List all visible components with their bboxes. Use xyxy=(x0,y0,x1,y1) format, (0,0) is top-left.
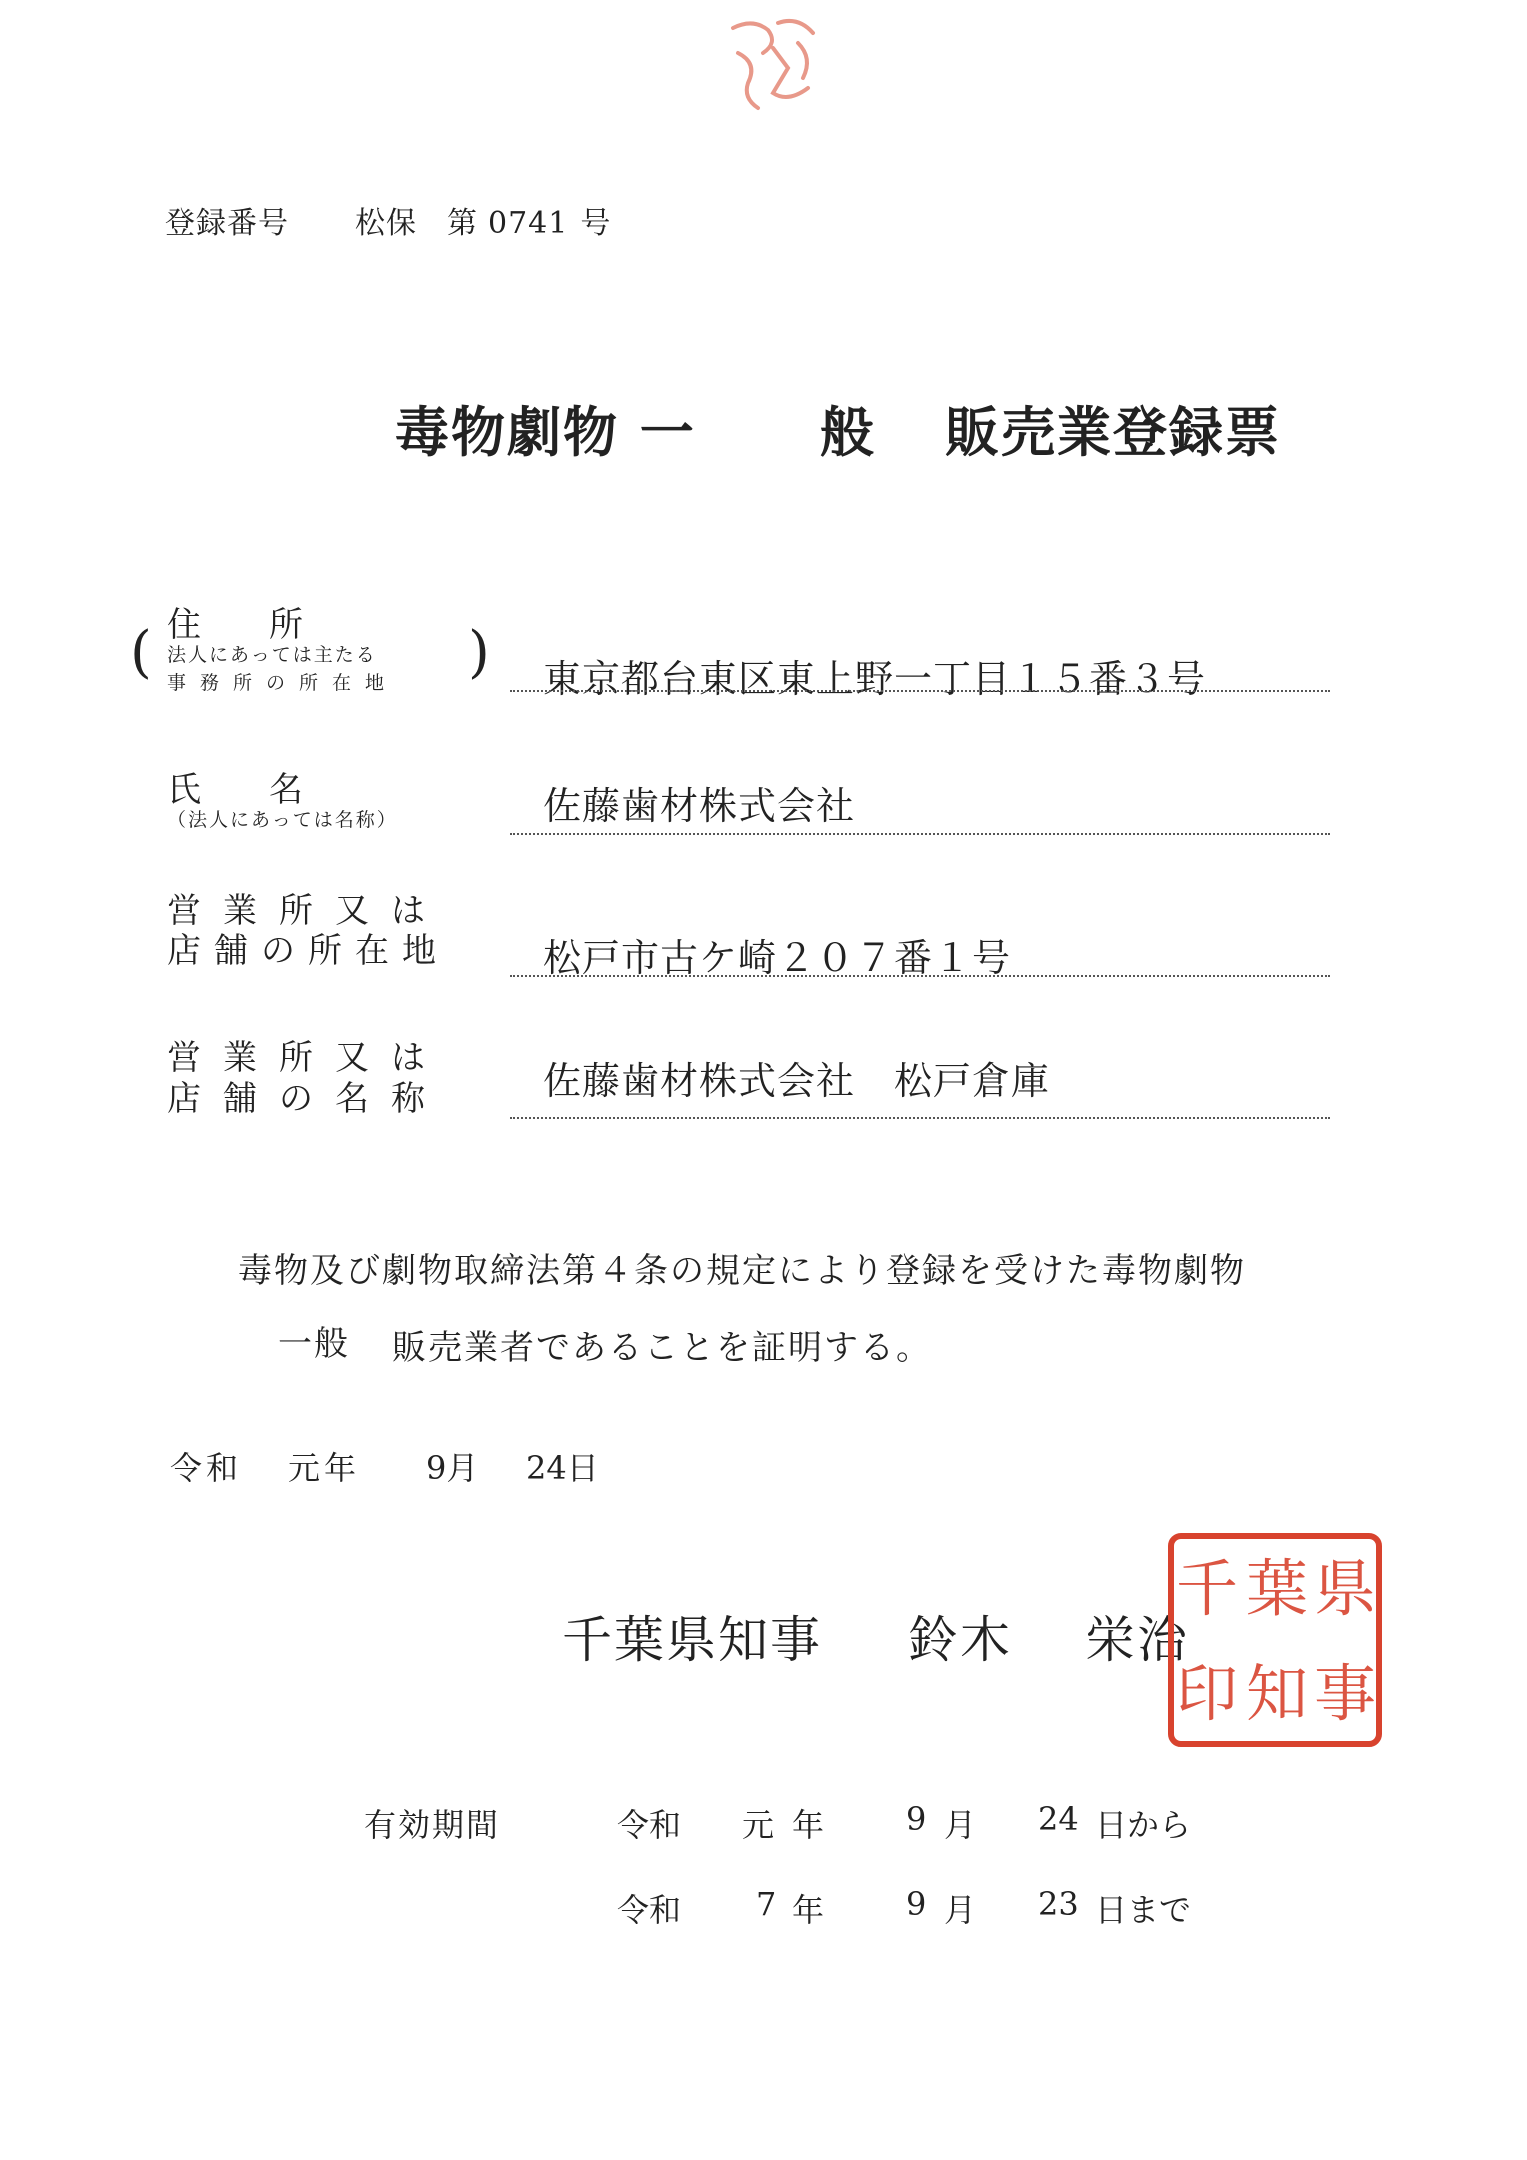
issue-date-month: 9月 xyxy=(426,1449,479,1487)
issue-date xyxy=(170,1443,599,1489)
seal-char-4: 事 xyxy=(1313,1657,1377,1730)
validity-from-era: 令和 xyxy=(617,1806,682,1844)
governor-seal xyxy=(1165,1530,1385,1750)
address-note-line1: 法人にあっては主たる xyxy=(167,644,377,666)
registration-prefix: 松保 xyxy=(355,206,417,241)
address-dotted-line xyxy=(510,690,1330,692)
registration-number-value: 0741 xyxy=(488,206,569,241)
seal-char-3: 千 xyxy=(1175,1552,1239,1625)
office-name-dotted-line xyxy=(510,1117,1330,1119)
name-value: 佐藤歯材株式会社 xyxy=(543,784,856,828)
document-title-part1: 毒物劇物 一 xyxy=(395,400,696,464)
issue-date-day: 24日 xyxy=(526,1449,599,1487)
seal-char-2: 葉 xyxy=(1245,1552,1309,1625)
validity-from-year: 元 xyxy=(742,1806,775,1844)
issuer-title: 千葉県知事 xyxy=(562,1611,822,1669)
seal-char-5: 知 xyxy=(1245,1657,1309,1730)
certification-statement-type: 一般 xyxy=(278,1324,350,1364)
office-location-label-line1: 営業所又は xyxy=(167,891,447,931)
registration-label: 登録番号 xyxy=(165,206,289,241)
address-close-paren: ) xyxy=(468,620,490,685)
issuer-surname: 鈴木 xyxy=(908,1611,1012,1669)
seal-char-1: 県 xyxy=(1313,1552,1377,1625)
address-value: 東京都台東区東上野一丁目１５番３号 xyxy=(543,657,1207,701)
certification-statement-line1: 毒物及び劇物取締法第４条の規定により登録を受けた毒物劇物 xyxy=(238,1251,1246,1291)
office-location-label-line2: 店舗の所在地 xyxy=(167,931,449,971)
name-note: （法人にあっては名称） xyxy=(167,809,398,831)
name-label: 氏 名 xyxy=(167,770,303,810)
certification-statement-line2: 販売業者であることを証明する。 xyxy=(392,1328,932,1368)
validity-to-era: 令和 xyxy=(617,1891,682,1929)
issue-date-year: 元年 xyxy=(288,1449,361,1487)
validity-to-month-unit: 月 xyxy=(944,1891,977,1929)
registration-suffix: 号 xyxy=(580,206,612,241)
validity-to-day: 23 xyxy=(1038,1885,1079,1923)
office-name-label-line1: 営業所又は xyxy=(167,1038,447,1078)
validity-from-day-suffix: 日から xyxy=(1095,1806,1192,1844)
name-dotted-line xyxy=(510,833,1330,835)
address-open-paren: ( xyxy=(130,620,152,685)
registration-number xyxy=(165,198,611,242)
validity-to-month: 9 xyxy=(906,1885,927,1923)
office-location-value: 松戸市古ケ崎２０７番１号 xyxy=(543,936,1012,980)
validity-from-year-unit: 年 xyxy=(792,1806,825,1844)
validity-to-day-suffix: 日まで xyxy=(1095,1891,1192,1929)
address-label: 住 所 xyxy=(167,605,303,645)
top-tally-stamp xyxy=(718,8,828,118)
validity-from-day: 24 xyxy=(1038,1800,1079,1838)
issuer-given-name: 栄治 xyxy=(1085,1611,1189,1669)
validity-from-month-unit: 月 xyxy=(944,1806,977,1844)
office-name-value: 佐藤歯材株式会社 松戸倉庫 xyxy=(543,1059,1051,1103)
office-name-label-line2: 店舗の名称 xyxy=(167,1079,447,1119)
seal-char-6: 印 xyxy=(1175,1657,1239,1730)
office-location-dotted-line xyxy=(510,975,1330,977)
validity-from-month: 9 xyxy=(906,1800,927,1838)
issue-date-era: 令和 xyxy=(170,1449,243,1487)
document-title-part2: 般 xyxy=(820,400,876,464)
document-title-part3: 販売業登録票 xyxy=(945,400,1281,464)
validity-label: 有効期間 xyxy=(364,1806,501,1844)
address-note-line2: 事務所の所在地 xyxy=(167,672,399,694)
validity-to-year-unit: 年 xyxy=(792,1891,825,1929)
validity-to-year: 7 xyxy=(756,1885,777,1923)
registration-dai: 第 xyxy=(447,206,478,241)
